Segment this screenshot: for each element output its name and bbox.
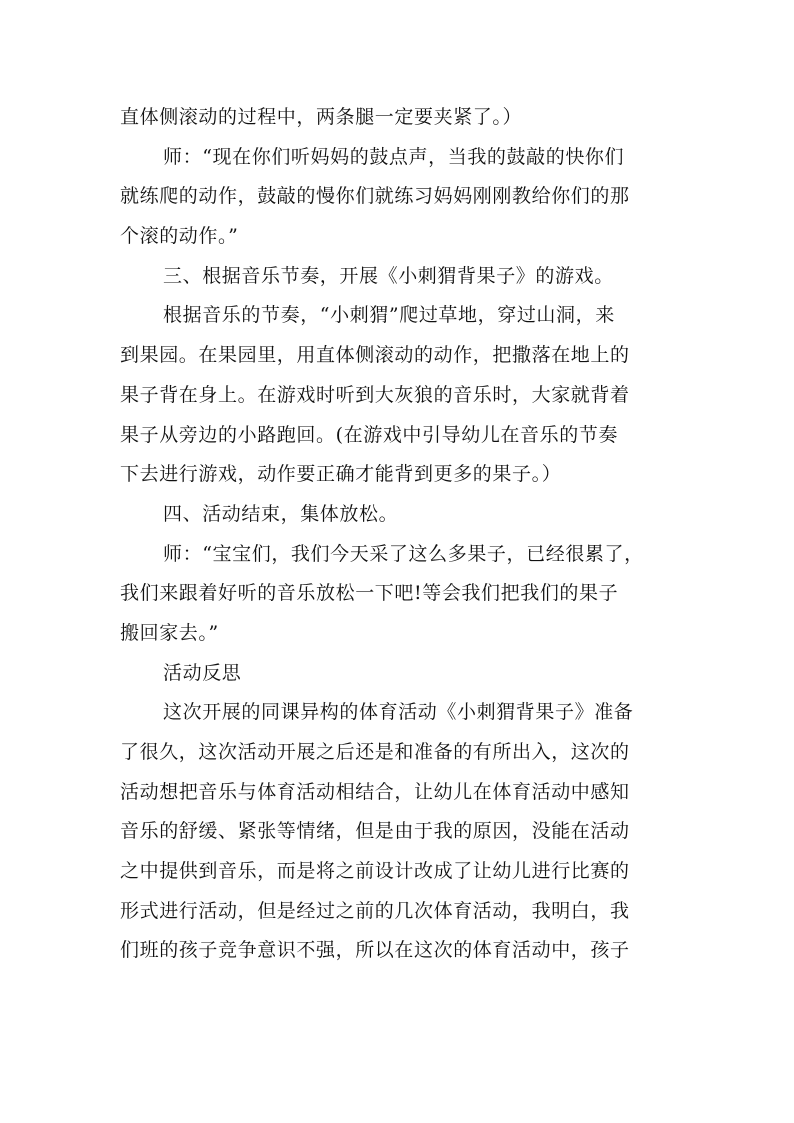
section-heading: 三、根据音乐节奏，开展《小刺猬背果子》的游戏。 bbox=[163, 264, 614, 287]
text-line: 之中提供到音乐，而是将之前设计改成了让幼儿进行比赛的 bbox=[120, 860, 630, 883]
document-body bbox=[120, 98, 680, 971]
text-line: 果子背在身上。在游戏时听到大灰狼的音乐时，大家就背着 bbox=[120, 383, 630, 406]
text-line: 们班的孩子竞争意识不强，所以在这次的体育活动中，孩子 bbox=[120, 939, 630, 962]
text-line: 根据音乐的节奏，“小刺猬”爬过草地，穿过山洞，来 bbox=[163, 304, 615, 327]
text-line: 到果园。在果园里，用直体侧滚动的动作，把撒落在地上的 bbox=[120, 344, 630, 367]
text-line: 就练爬的动作，鼓敲的慢你们就练习妈妈刚刚教给你们的那 bbox=[120, 185, 630, 208]
text-line: 果子从旁边的小路跑回。(在游戏中引导幼儿在音乐的节奏 bbox=[120, 423, 619, 446]
text-line: 下去进行游戏，动作要正确才能背到更多的果子。） bbox=[120, 463, 562, 486]
text-line: 师：“宝宝们，我们今天采了这么多果子，已经很累了， bbox=[163, 542, 644, 565]
text-line: 形式进行活动，但是经过之前的几次体育活动，我明白，我 bbox=[120, 899, 630, 922]
section-heading: 四、活动结束，集体放松。 bbox=[163, 502, 399, 525]
text-line: 活动想把音乐与体育活动相结合，让幼儿在体育活动中感知 bbox=[120, 780, 630, 803]
text-line: 个滚的动作。” bbox=[120, 225, 239, 248]
text-line: 直体侧滚动的过程中，两条腿一定要夹紧了。） bbox=[120, 106, 523, 128]
text-line: 我们来跟着好听的音乐放松一下吧!等会我们把我们的果子 bbox=[120, 582, 619, 605]
text-line: 了很久，这次活动开展之后还是和准备的有所出入，这次的 bbox=[120, 741, 630, 763]
section-heading: 活动反思 bbox=[163, 661, 242, 684]
text-line: 师：“现在你们听妈妈的鼓点声，当我的鼓敲的快你们 bbox=[163, 145, 625, 168]
text-line: 这次开展的同课异构的体育活动《小刺猬背果子》准备 bbox=[163, 701, 634, 724]
text-line: 搬回家去。” bbox=[120, 621, 219, 644]
text-line: 音乐的舒缓、紧张等情绪，但是由于我的原因，没能在活动 bbox=[120, 820, 630, 843]
